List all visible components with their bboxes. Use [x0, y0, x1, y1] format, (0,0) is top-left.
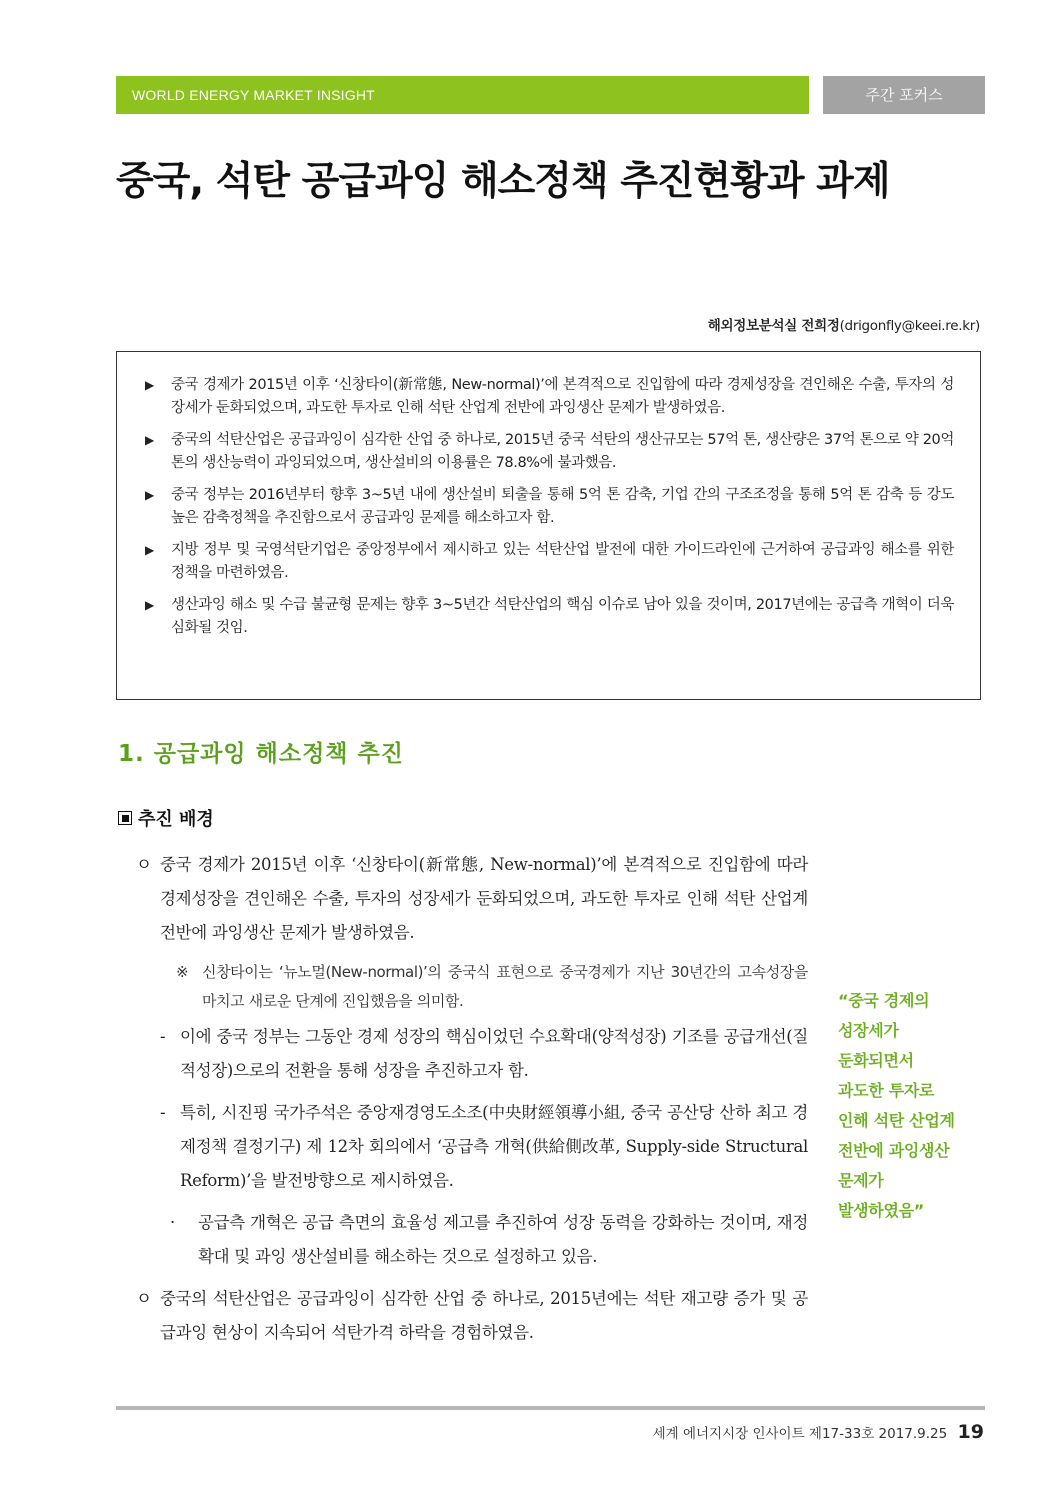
dot-paragraph-text: 공급측 개혁은 공급 측면의 효율성 제고를 추진하여 성장 동력을 강화하는 것이며, 재정확대 및 과잉 생산설비를 해소하는 것으로 설정하고 있음. — [198, 1213, 808, 1266]
pull-quote-line: 발생하였음” — [838, 1201, 924, 1220]
triangle-bullet-icon: ▶ — [145, 488, 154, 502]
author-line — [708, 314, 980, 334]
square-bullet-icon — [118, 811, 132, 825]
dash-paragraph-text: 특히, 시진핑 국가주석은 중앙재경영도소조(中央財經領導小組, 중국 공산당 산하 최고 경제정책 결정기구) 제 12차 회의에서 ‘공급측 개혁(供給側改革, Supply-side Structural Reform)’을 발전방향으로 제시하였음. — [180, 1103, 808, 1190]
triangle-bullet-icon: ▶ — [145, 378, 154, 392]
summary-text: 중국 정부는 2016년부터 향후 3~5년 내에 생산설비 퇴출을 통해 5억 톤 감축, 기업 간의 구조조정을 통해 5억 톤 감축 등 강도 높은 감축정책을 추진함으로서 공급과잉 문제를 해소하고자 함. — [171, 487, 954, 526]
pull-quote-line: 과도한 투자로 — [838, 1081, 935, 1100]
body-text — [136, 848, 808, 1350]
triangle-bullet-icon: ▶ — [145, 433, 154, 447]
footer — [653, 1421, 984, 1443]
publication-header-bar: WORLD ENERGY MARKET INSIGHT — [116, 76, 809, 114]
dot-bullet-icon: · — [170, 1213, 175, 1232]
pull-quote-line: 둔화되면서 — [838, 1051, 914, 1070]
body-paragraph-text: 중국의 석탄산업은 공급과잉이 심각한 산업 중 하나로, 2015년에는 석탄 재고량 증가 및 공급과잉 현상이 지속되어 석탄가격 하락을 경험하였음. — [160, 1289, 808, 1342]
summary-box — [116, 351, 981, 700]
footnote-text: 신창타이는 ‘뉴노멀(New-normal)’의 중국식 표현으로 중국경제가 지난 30년간의 고속성장을 마치고 새로운 단계에 진입했음을 의미함. — [202, 963, 808, 1010]
page-number: 19 — [957, 1421, 984, 1443]
dash-paragraph — [136, 1096, 808, 1198]
author-email[interactable]: (drigonfly@keei.re.kr) — [839, 318, 980, 334]
summary-item — [143, 429, 954, 475]
subsection-heading — [118, 805, 214, 831]
footnote-paragraph — [136, 958, 808, 1016]
triangle-bullet-icon: ▶ — [145, 598, 154, 612]
footer-divider — [116, 1406, 985, 1410]
summary-text: 중국 경제가 2015년 이후 ‘신창타이(新常態, New-normal)’에 본격적으로 진입함에 따라 경제성장을 견인해온 수출, 투자의 성장세가 둔화되었으며, 과도한 투자로 인해 석탄 산업계 전반에 과잉생산 문제가 발생하였음. — [171, 377, 954, 416]
dash-paragraph — [136, 1020, 808, 1088]
section-tag: 주간 포커스 — [823, 76, 985, 114]
footer-date: 2017.9.25 — [878, 1426, 948, 1442]
footer-publication: 세계 에너지시장 인사이트 — [652, 1426, 805, 1442]
circle-bullet-icon: ㅇ — [136, 1289, 152, 1308]
pull-quote — [838, 986, 988, 1226]
section-heading: 1. 공급과잉 해소정책 추진 — [118, 741, 404, 767]
summary-item — [143, 484, 954, 530]
pull-quote-line: “중국 경제의 — [838, 991, 930, 1010]
pull-quote-line: 인해 석탄 산업계 — [838, 1111, 955, 1130]
pull-quote-line: 문제가 — [838, 1171, 884, 1190]
summary-text: 지방 정부 및 국영석탄기업은 중앙정부에서 제시하고 있는 석탄산업 발전에 대한 가이드라인에 근거하여 공급과잉 해소를 위한 정책을 마련하였음. — [171, 542, 954, 581]
summary-text: 생산과잉 해소 및 수급 불균형 문제는 향후 3~5년간 석탄산업의 핵심 이슈로 남아 있을 것이며, 2017년에는 공급측 개혁이 더욱 심화될 것임. — [171, 597, 954, 636]
dash-bullet-icon: - — [160, 1103, 166, 1122]
subsection-heading-text: 추진 배경 — [138, 809, 214, 830]
dash-bullet-icon: - — [160, 1027, 166, 1046]
summary-item — [143, 594, 954, 640]
pull-quote-line: 성장세가 — [838, 1021, 899, 1040]
summary-item — [143, 374, 954, 420]
dot-paragraph — [136, 1206, 808, 1274]
triangle-bullet-icon: ▶ — [145, 543, 154, 557]
reference-mark-icon: ※ — [176, 963, 189, 981]
dash-paragraph-text: 이에 중국 정부는 그동안 경제 성장의 핵심이었던 수요확대(양적성장) 기조를 공급개선(질적성장)으로의 전환을 통해 성장을 추진하고자 함. — [180, 1027, 808, 1080]
body-paragraph-text: 중국 경제가 2015년 이후 ‘신창타이(新常態, New-normal)’에 본격적으로 진입함에 따라 경제성장을 견인해온 수출, 투자의 성장세가 둔화되었으며, 과도한 투자로 인해 석탄 산업계 전반에 과잉생산 문제가 발생하였음. — [160, 855, 808, 942]
body-paragraph — [136, 848, 808, 950]
pull-quote-line: 전반에 과잉생산 — [838, 1141, 950, 1160]
summary-item — [143, 539, 954, 585]
circle-bullet-icon: ㅇ — [136, 855, 152, 874]
footer-issue: 제17-33호 — [808, 1426, 875, 1442]
page-title: 중국, 석탄 공급과잉 해소정책 추진현황과 과제 — [116, 159, 890, 204]
summary-text: 중국의 석탄산업은 공급과잉이 심각한 산업 중 하나로, 2015년 중국 석탄의 생산규모는 57억 톤, 생산량은 37억 톤으로 약 20억 톤의 생산능력이 과잉되었으며, 생산설비의 이용률은 78.8%에 불과했음. — [171, 432, 954, 471]
body-paragraph — [136, 1282, 808, 1350]
author-name: 해외정보분석실 전희정 — [707, 318, 840, 334]
